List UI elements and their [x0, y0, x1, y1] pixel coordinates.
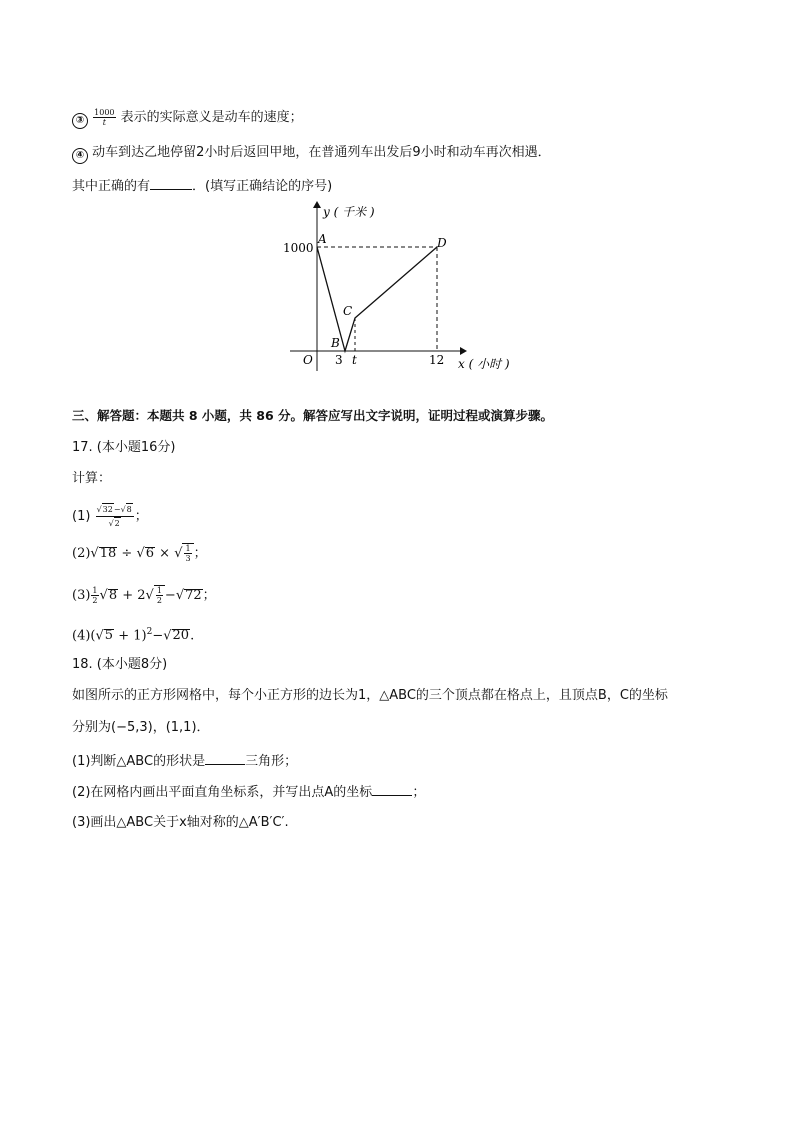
part-1-label: (1) — [72, 509, 91, 524]
sqrt-32: 32 — [102, 505, 113, 514]
y-axis-label: y ( 千米 ) — [323, 205, 375, 219]
q18-part-2-blank[interactable] — [372, 782, 412, 796]
x-tick-3: 3 — [335, 353, 343, 367]
q18-title: 18. (本小题8分) — [72, 657, 168, 672]
x-axis-label: x ( 小时 ) — [458, 357, 510, 371]
answer-blank[interactable] — [150, 176, 192, 190]
circled-number-3: ③ — [72, 113, 88, 129]
answer-prompt-suffix: ．(填写正确结论的序号) — [192, 179, 333, 194]
q17-part-3: (3) $\frac{1}{2}$ √8 + 2√ $\frac{1}{2}$ −√72； — [72, 586, 216, 605]
part-4-label: (4) — [72, 628, 91, 644]
sqrt-5: 5 — [104, 628, 114, 644]
part-2-label: (2) — [72, 546, 91, 561]
point-c-label: C — [343, 304, 353, 318]
statement-3-text: 表示的实际意义是动车的速度； — [120, 110, 303, 125]
q17-part-2: (2)√18 ÷ √6 × √ $\frac{1}{3}$ ； — [72, 544, 207, 563]
part-1-fraction: $\frac{√32-√8}{√2}$ — [96, 505, 132, 528]
q17-instruction: 计算： — [72, 471, 112, 486]
one-half: $\frac{1}{2}$ — [92, 586, 98, 605]
q18-part-1-blank[interactable] — [205, 751, 245, 765]
sqrt-18: 18 — [99, 546, 117, 561]
q18-part-3: (3)画出△ABC关于x轴对称的△A′B′C′. — [72, 815, 289, 830]
answer-prompt — [72, 176, 332, 196]
y-tick-1000: 1000 — [283, 241, 314, 255]
x-tick-t: t — [352, 353, 357, 367]
q18-part-1: (1)判断△ABC的形状是 三角形； — [72, 751, 297, 771]
sqrt-one-half: $\frac{1}{2}$ — [154, 585, 165, 605]
point-d-label: D — [437, 236, 447, 250]
section-3-heading: 三、解答题：本题共 8 小题，共 86 分。解答应写出文字说明，证明过程或演算步骤。 — [72, 408, 554, 423]
q18-description-line-1: 如图所示的正方形网格中，每个小正方形的边长为1，△ABC的三个顶点都在格点上，且顶点B，C的坐标 — [72, 688, 668, 703]
sqrt-20: 20 — [172, 628, 190, 644]
sqrt-72: 72 — [185, 588, 202, 603]
q17-part-1: (1) $\frac{√32-√8}{√2}$ ； — [72, 505, 148, 528]
origin-label: O — [303, 353, 313, 367]
point-b-label: B — [331, 336, 340, 350]
sqrt-6: 6 — [145, 546, 155, 561]
point-a-label: A — [318, 232, 327, 246]
statement-4-text: 动车到达乙地停留2小时后返回甲地，在普通列车出发后9小时和动车再次相遇． — [92, 145, 551, 160]
q18-part-2: (2)在网格内画出平面直角坐标系，并写出点A的坐标 ； — [72, 782, 425, 802]
sqrt-one-third: $\frac{1}{3}$ — [182, 543, 193, 563]
statement-3 — [72, 108, 303, 129]
circled-number-4: ④ — [72, 148, 88, 164]
sqrt-8: 8 — [126, 505, 132, 514]
q17-title: 17. (本小题16分) — [72, 440, 176, 455]
answer-prompt-prefix: 其中正确的有 — [72, 179, 151, 194]
distance-time-graph — [270, 196, 540, 376]
q17-part-4: $(4)(√5 + 1)^2-√20$. — [72, 627, 195, 644]
q18-description-line-2: 分别为(−5,3)，(1,1)． — [72, 720, 210, 735]
fraction-1000-over-t: $\frac{1000}{t}$ — [94, 108, 115, 127]
sqrt-2: 2 — [114, 519, 120, 528]
part-3-label: (3) — [72, 588, 91, 603]
statement-4 — [72, 144, 551, 164]
x-tick-12: 12 — [429, 353, 445, 367]
sqrt-8: 8 — [108, 588, 118, 603]
